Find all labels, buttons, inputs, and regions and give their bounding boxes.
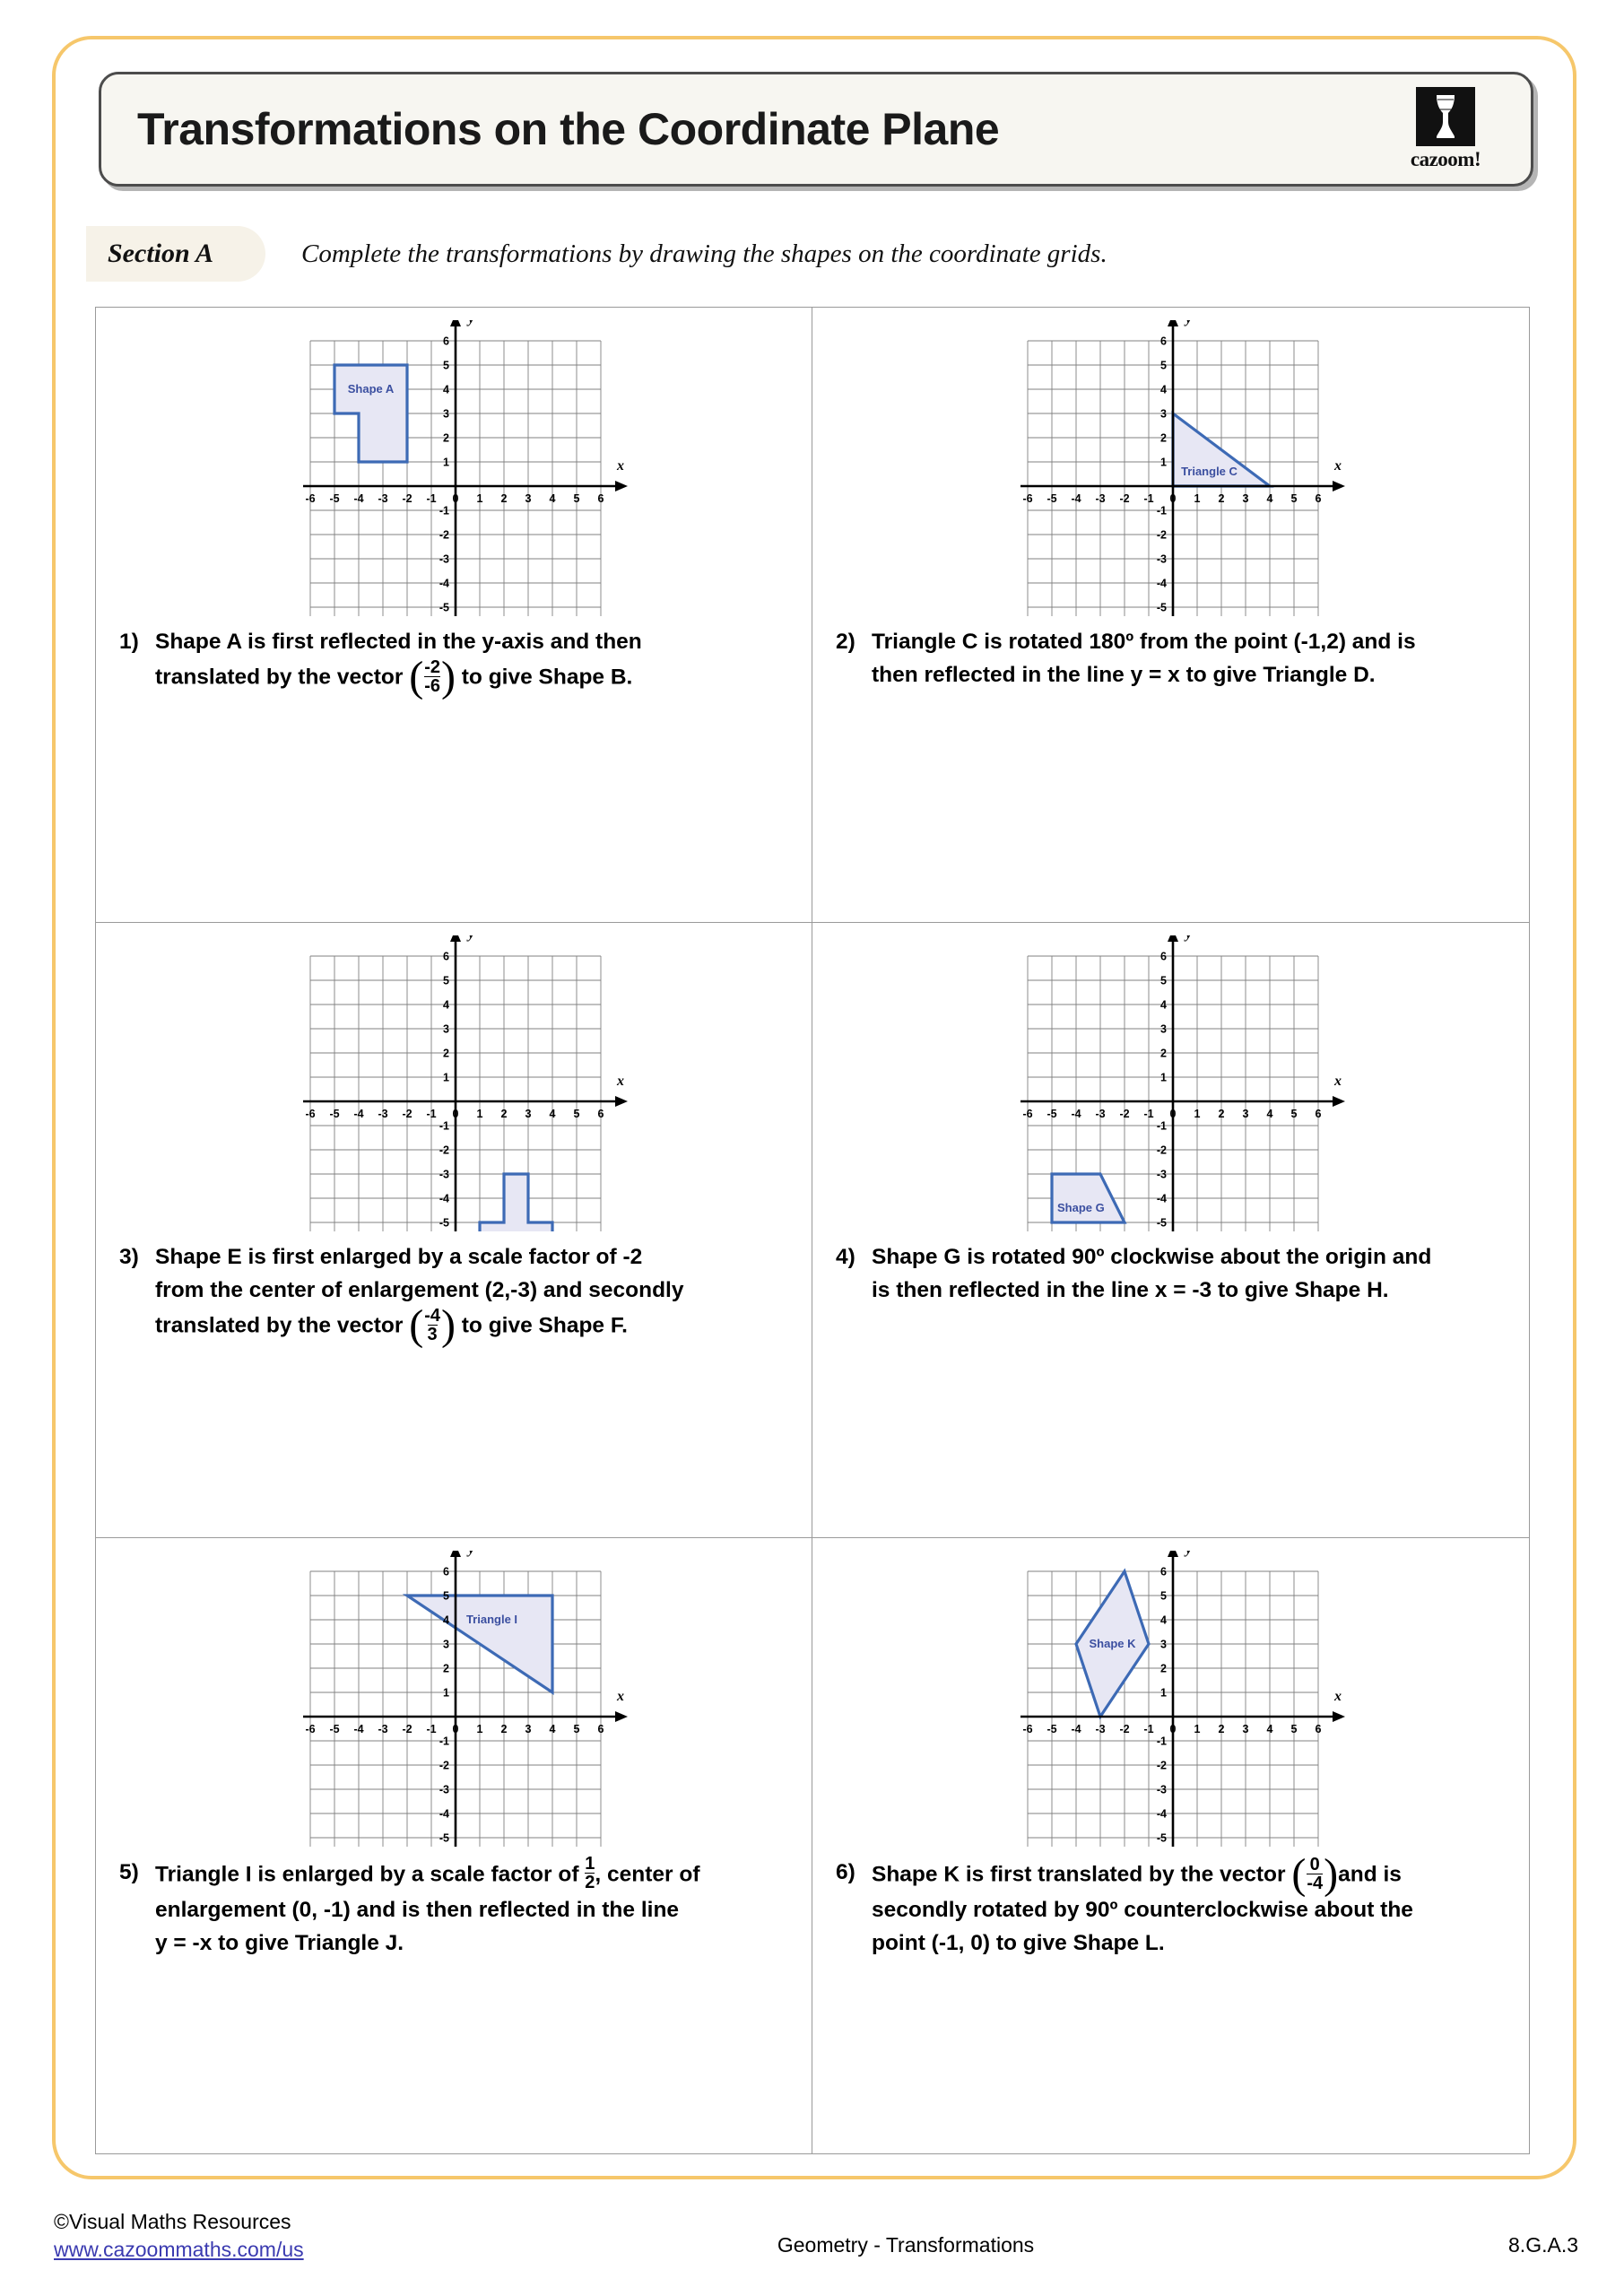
x-tick-label: -1 bbox=[1142, 1108, 1154, 1120]
q3-line2: from the center of enlargement (2,-3) and secondly bbox=[155, 1277, 684, 1302]
x-tick-label: 2 bbox=[1218, 1108, 1224, 1120]
y-tick-label: 3 bbox=[1159, 1022, 1167, 1036]
question-text-2 bbox=[812, 621, 1529, 692]
y-tick-label: 2 bbox=[1159, 1662, 1167, 1675]
x-tick-label: -5 bbox=[329, 1723, 340, 1735]
y-tick-label: 4 bbox=[1159, 998, 1167, 1012]
q6-vector: ( 0 -4 ) bbox=[1291, 1850, 1339, 1899]
coordinate-grid-6[interactable] bbox=[947, 1551, 1395, 1851]
y-tick-label: -1 bbox=[1156, 504, 1167, 517]
q4-line2: is then reflected in the line x = -3 to give Shape H. bbox=[872, 1277, 1389, 1302]
y-tick-label: -3 bbox=[439, 552, 449, 566]
q3-line3-a: translated by the vector bbox=[155, 1312, 410, 1337]
x-tick-label: -3 bbox=[378, 492, 388, 505]
y-tick-label: 1 bbox=[443, 1071, 449, 1084]
y-tick-label: -5 bbox=[439, 1831, 449, 1845]
x-tick-label: 4 bbox=[1266, 492, 1272, 505]
q6-line1-a: Shape K is first translated by the vector bbox=[872, 1862, 1292, 1887]
x-tick-label: 1 bbox=[476, 1723, 483, 1735]
x-tick-label: 3 bbox=[1242, 1108, 1248, 1120]
x-tick-label: -4 bbox=[353, 492, 364, 505]
x-tick-label: 3 bbox=[525, 1723, 532, 1735]
shape-polygon-shape-a bbox=[334, 365, 407, 462]
x-tick-label: -3 bbox=[1094, 1723, 1106, 1735]
shape-polygon-shape-e bbox=[480, 1174, 552, 1231]
question-cell-5 bbox=[96, 1538, 812, 2153]
y-tick-label: -4 bbox=[439, 1807, 449, 1821]
coordinate-grid-2[interactable] bbox=[947, 320, 1395, 621]
question-text-1 bbox=[96, 621, 812, 700]
x-tick-label: -5 bbox=[329, 492, 340, 505]
q3-line1: Shape E is first enlarged by a scale factor of -2 bbox=[155, 1245, 643, 1269]
x-tick-label: 3 bbox=[525, 1108, 532, 1120]
question-text-6 bbox=[812, 1851, 1529, 1960]
q3-line3-b: to give Shape F. bbox=[455, 1312, 628, 1337]
y-tick-label: 3 bbox=[443, 407, 449, 421]
y-tick-label: -2 bbox=[1156, 1759, 1167, 1772]
x-tick-label: -4 bbox=[1070, 492, 1081, 505]
y-axis-label bbox=[466, 1551, 475, 1557]
y-tick-label: -4 bbox=[1156, 1192, 1167, 1205]
y-tick-label: 2 bbox=[1159, 1047, 1167, 1060]
x-tick-label: -6 bbox=[1021, 492, 1033, 505]
x-tick-label: -4 bbox=[1070, 1108, 1081, 1120]
y-tick-label: -1 bbox=[439, 504, 449, 517]
y-tick-label: 1 bbox=[443, 456, 449, 469]
page-title: Transformations on the Coordinate Plane bbox=[137, 104, 1000, 154]
x-tick-label: -3 bbox=[378, 1723, 388, 1735]
q1-line2-a: translated by the vector bbox=[155, 665, 410, 690]
page-footer bbox=[54, 2208, 1578, 2264]
y-axis-arrow bbox=[450, 935, 461, 942]
grid-4 bbox=[947, 935, 1395, 1231]
y-axis-arrow bbox=[450, 320, 461, 326]
x-tick-label: -3 bbox=[1094, 492, 1106, 505]
shape-label bbox=[493, 1230, 540, 1231]
y-tick-label: 2 bbox=[443, 1047, 449, 1060]
y-tick-label: -5 bbox=[1156, 1831, 1167, 1845]
x-tick-label: 0 bbox=[1169, 1723, 1176, 1735]
x-axis-arrow bbox=[615, 481, 628, 491]
x-tick-label: -4 bbox=[353, 1723, 364, 1735]
y-tick-label: -3 bbox=[439, 1783, 449, 1796]
x-tick-label: 1 bbox=[1194, 492, 1200, 505]
x-tick-label: 6 bbox=[597, 1108, 604, 1120]
y-tick-label: 2 bbox=[443, 431, 449, 445]
y-axis-label bbox=[1184, 320, 1193, 326]
q2-line1: Triangle C is rotated 180º from the point (-1,2) and is bbox=[872, 630, 1416, 654]
y-tick-label: -1 bbox=[439, 1735, 449, 1748]
x-tick-label: 1 bbox=[476, 492, 483, 505]
footer-left bbox=[54, 2208, 502, 2264]
x-tick-label: -3 bbox=[1094, 1108, 1106, 1120]
grid-6 bbox=[947, 1551, 1395, 1847]
x-tick-label: 4 bbox=[1266, 1108, 1272, 1120]
shape-label: Triangle I bbox=[465, 1613, 518, 1626]
y-tick-label: -2 bbox=[1156, 528, 1167, 542]
coordinate-grid-1[interactable] bbox=[230, 320, 678, 621]
q6-line2: secondly rotated by 90º counterclockwise about the bbox=[872, 1897, 1413, 1922]
y-tick-label: -5 bbox=[1156, 601, 1167, 614]
section-pill bbox=[86, 226, 265, 282]
question-cell-4 bbox=[812, 923, 1529, 1538]
x-tick-label: -4 bbox=[1070, 1723, 1081, 1735]
shape-label: Triangle C bbox=[1180, 464, 1238, 478]
x-tick-label: 2 bbox=[1218, 492, 1224, 505]
x-tick-label: 0 bbox=[1169, 1108, 1176, 1120]
y-tick-label: 6 bbox=[443, 1565, 449, 1578]
y-tick-label: 2 bbox=[1159, 431, 1167, 445]
x-tick-label: -3 bbox=[378, 1108, 388, 1120]
question-cell-6 bbox=[812, 1538, 1529, 2153]
y-tick-label: 6 bbox=[443, 335, 449, 348]
y-tick-label: 1 bbox=[1159, 1071, 1167, 1084]
x-tick-label: 5 bbox=[1290, 1108, 1297, 1120]
y-tick-label: -1 bbox=[439, 1119, 449, 1133]
question-number-5: 5) bbox=[119, 1860, 139, 1884]
x-tick-label: 4 bbox=[549, 1108, 556, 1120]
y-tick-label: 5 bbox=[443, 974, 449, 987]
y-tick-label: 6 bbox=[1159, 950, 1167, 963]
q5-fraction-bottom: 2 bbox=[585, 1873, 595, 1893]
y-tick-label: 5 bbox=[443, 359, 449, 372]
question-number-2: 2) bbox=[836, 630, 855, 654]
questions-table bbox=[95, 307, 1530, 2154]
y-tick-label: -1 bbox=[1156, 1119, 1167, 1133]
x-tick-label: 0 bbox=[452, 1723, 459, 1735]
y-axis-label bbox=[466, 935, 475, 942]
x-tick-label: -2 bbox=[1118, 1108, 1130, 1120]
x-tick-label: -1 bbox=[426, 1723, 437, 1735]
y-tick-label: -4 bbox=[439, 1192, 449, 1205]
x-tick-label: 6 bbox=[1315, 1108, 1321, 1120]
y-tick-label: 4 bbox=[1159, 383, 1167, 396]
x-tick-label: 5 bbox=[1290, 492, 1297, 505]
title-bar bbox=[99, 72, 1533, 187]
y-tick-label: 5 bbox=[1159, 1589, 1167, 1603]
x-axis-label: x bbox=[1333, 1689, 1342, 1704]
x-tick-label: 4 bbox=[1266, 1723, 1272, 1735]
x-tick-label: -6 bbox=[305, 492, 316, 505]
x-tick-label: -6 bbox=[1021, 1723, 1033, 1735]
y-tick-label: 6 bbox=[443, 950, 449, 963]
x-tick-label: 6 bbox=[597, 1723, 604, 1735]
y-tick-label: -1 bbox=[1156, 1735, 1167, 1748]
y-tick-label: 1 bbox=[443, 1686, 449, 1700]
y-tick-label: -3 bbox=[439, 1168, 449, 1181]
x-tick-label: 3 bbox=[1242, 1723, 1248, 1735]
x-axis-arrow bbox=[1333, 481, 1345, 491]
chalice-icon bbox=[1416, 87, 1475, 146]
x-tick-label: 3 bbox=[1242, 492, 1248, 505]
y-tick-label: 2 bbox=[443, 1662, 449, 1675]
x-tick-label: 6 bbox=[597, 492, 604, 505]
q5-line1-b: , center of bbox=[595, 1862, 700, 1887]
q2-line2: then reflected in the line y = x to give Triangle D. bbox=[872, 662, 1376, 687]
y-tick-label: -2 bbox=[439, 1759, 449, 1772]
y-tick-label: 6 bbox=[1159, 1565, 1167, 1578]
q1-vector-bottom: -6 bbox=[424, 676, 440, 697]
q1-line1: Shape A is first reflected in the y-axis and then bbox=[155, 630, 642, 654]
y-axis-label bbox=[466, 320, 475, 326]
x-tick-label: 2 bbox=[1218, 1723, 1224, 1735]
grid-5 bbox=[230, 1551, 678, 1847]
x-axis-label: x bbox=[617, 1689, 624, 1704]
x-tick-label: -6 bbox=[1021, 1108, 1033, 1120]
x-tick-label: -5 bbox=[329, 1108, 340, 1120]
x-tick-label: 5 bbox=[573, 1108, 580, 1120]
x-axis-label: x bbox=[1333, 1074, 1342, 1089]
shape-label: Shape K bbox=[1088, 1637, 1136, 1650]
y-tick-label: -4 bbox=[1156, 577, 1167, 590]
y-tick-label: 3 bbox=[1159, 407, 1167, 421]
y-tick-label: -2 bbox=[1156, 1144, 1167, 1157]
y-tick-label: 5 bbox=[1159, 974, 1167, 987]
x-tick-label: -5 bbox=[1046, 492, 1057, 505]
q6-line1-b: and is bbox=[1338, 1862, 1402, 1887]
x-tick-label: -5 bbox=[1046, 1108, 1057, 1120]
shape-polygon-shape-g bbox=[1052, 1174, 1125, 1222]
x-axis-label: x bbox=[617, 458, 624, 474]
question-number-4: 4) bbox=[836, 1245, 855, 1269]
x-tick-label: -1 bbox=[1142, 492, 1154, 505]
q6-line3: point (-1, 0) to give Shape L. bbox=[872, 1930, 1165, 1955]
y-axis-label bbox=[1184, 935, 1193, 942]
y-tick-label: -4 bbox=[439, 577, 449, 590]
y-axis-arrow bbox=[1168, 935, 1178, 942]
x-tick-label: 5 bbox=[1290, 1723, 1297, 1735]
y-axis-label bbox=[1184, 1551, 1193, 1557]
coordinate-grid-4[interactable] bbox=[947, 935, 1395, 1236]
x-tick-label: -2 bbox=[402, 1108, 413, 1120]
footer-standard: 8.G.A.3 bbox=[1508, 2233, 1578, 2257]
section-label: Section A bbox=[108, 239, 214, 268]
q1-vector: ( -2 -6 ) bbox=[409, 652, 456, 700]
y-tick-label: 1 bbox=[1159, 1686, 1167, 1700]
q5-fraction bbox=[585, 1855, 595, 1892]
x-tick-label: -1 bbox=[426, 1108, 437, 1120]
shape-label: Shape A bbox=[347, 382, 395, 396]
x-tick-label: -5 bbox=[1046, 1723, 1057, 1735]
q5-line3: y = -x to give Triangle J. bbox=[155, 1930, 404, 1955]
x-axis-label: x bbox=[617, 1074, 624, 1089]
website-link[interactable]: www.cazoommaths.com/us bbox=[54, 2238, 304, 2262]
x-tick-label: 4 bbox=[549, 1723, 556, 1735]
question-cell-3 bbox=[96, 923, 812, 1538]
x-tick-label: 0 bbox=[452, 492, 459, 505]
x-tick-label: -4 bbox=[353, 1108, 364, 1120]
question-number-6: 6) bbox=[836, 1860, 855, 1884]
x-tick-label: -2 bbox=[1118, 1723, 1130, 1735]
x-tick-label: 1 bbox=[1194, 1723, 1200, 1735]
grid-1 bbox=[230, 320, 678, 616]
x-tick-label: 4 bbox=[549, 492, 556, 505]
y-axis-arrow bbox=[1168, 320, 1178, 326]
q3-vector: ( -4 3 ) bbox=[409, 1300, 456, 1349]
question-number-1: 1) bbox=[119, 630, 139, 654]
coordinate-grid-5[interactable] bbox=[230, 1551, 678, 1851]
x-tick-label: 5 bbox=[573, 492, 580, 505]
y-tick-label: -5 bbox=[1156, 1216, 1167, 1230]
shape-label: Shape G bbox=[1056, 1200, 1105, 1214]
question-text-5 bbox=[96, 1851, 812, 1960]
copyright-text: ©Visual Maths Resources bbox=[54, 2210, 291, 2233]
question-cell-2 bbox=[812, 308, 1529, 923]
x-tick-label: -1 bbox=[1142, 1723, 1154, 1735]
y-tick-label: 3 bbox=[1159, 1638, 1167, 1651]
x-tick-label: -2 bbox=[1118, 492, 1130, 505]
q3-vector-top: -4 bbox=[424, 1305, 440, 1326]
y-tick-label: -3 bbox=[1156, 1168, 1167, 1181]
x-axis-label: x bbox=[1333, 458, 1342, 474]
question-cell-1 bbox=[96, 308, 812, 923]
x-tick-label: 2 bbox=[500, 1723, 508, 1735]
x-axis-arrow bbox=[1333, 1711, 1345, 1722]
y-tick-label: 4 bbox=[1159, 1613, 1167, 1627]
y-tick-label: -5 bbox=[439, 1216, 449, 1230]
y-tick-label: -3 bbox=[1156, 1783, 1167, 1796]
q1-line2-b: to give Shape B. bbox=[455, 665, 633, 690]
question-text-4 bbox=[812, 1236, 1529, 1308]
y-tick-label: 4 bbox=[443, 1613, 449, 1627]
coordinate-grid-3[interactable] bbox=[230, 935, 678, 1236]
y-tick-label: -5 bbox=[439, 601, 449, 614]
x-tick-label: -2 bbox=[402, 492, 413, 505]
x-tick-label: 0 bbox=[452, 1108, 459, 1120]
y-tick-label: 3 bbox=[443, 1022, 449, 1036]
q1-vector-top: -2 bbox=[424, 657, 440, 677]
y-axis-arrow bbox=[1168, 1551, 1178, 1557]
y-axis-arrow bbox=[450, 1551, 461, 1557]
y-tick-label: 5 bbox=[1159, 359, 1167, 372]
y-tick-label: -4 bbox=[1156, 1807, 1167, 1821]
q4-line1: Shape G is rotated 90º clockwise about the origin and bbox=[872, 1245, 1432, 1269]
y-tick-label: 3 bbox=[443, 1638, 449, 1651]
x-axis-arrow bbox=[615, 1711, 628, 1722]
logo-wordmark: cazoom! bbox=[1410, 148, 1481, 170]
x-tick-label: -2 bbox=[402, 1723, 413, 1735]
x-tick-label: -1 bbox=[426, 492, 437, 505]
q6-vector-top: 0 bbox=[1309, 1855, 1320, 1874]
grid-3 bbox=[230, 935, 678, 1231]
x-tick-label: 1 bbox=[1194, 1108, 1200, 1120]
y-tick-label: -2 bbox=[439, 1144, 449, 1157]
y-tick-label: 6 bbox=[1159, 335, 1167, 348]
grid-2 bbox=[947, 320, 1395, 616]
q5-line2: enlargement (0, -1) and is then reflected in the line bbox=[155, 1897, 680, 1922]
x-tick-label: 3 bbox=[525, 492, 532, 505]
x-tick-label: 0 bbox=[1169, 492, 1176, 505]
x-tick-label: 1 bbox=[476, 1108, 483, 1120]
y-tick-label: 1 bbox=[1159, 456, 1167, 469]
x-tick-label: -6 bbox=[305, 1108, 316, 1120]
q5-fraction-top: 1 bbox=[585, 1854, 595, 1874]
question-number-3: 3) bbox=[119, 1245, 139, 1269]
q5-line1-a: Triangle I is enlarged by a scale factor of bbox=[155, 1862, 586, 1887]
y-tick-label: 5 bbox=[443, 1589, 449, 1603]
y-tick-label: 4 bbox=[443, 383, 449, 396]
x-tick-label: 5 bbox=[573, 1723, 580, 1735]
footer-topic: Geometry - Transformations bbox=[777, 2233, 1035, 2257]
q6-vector-bottom: -4 bbox=[1307, 1874, 1324, 1894]
section-instruction: Complete the transformations by drawing the shapes on the coordinate grids. bbox=[301, 239, 1107, 268]
x-tick-label: 2 bbox=[500, 1108, 508, 1120]
x-tick-label: -6 bbox=[305, 1723, 316, 1735]
question-text-3 bbox=[96, 1236, 812, 1349]
y-tick-label: -2 bbox=[439, 528, 449, 542]
y-tick-label: 4 bbox=[443, 998, 449, 1012]
q3-vector-bottom: 3 bbox=[427, 1324, 438, 1344]
x-tick-label: 6 bbox=[1315, 492, 1321, 505]
section-header bbox=[86, 226, 1548, 282]
x-tick-label: 6 bbox=[1315, 1723, 1321, 1735]
x-axis-arrow bbox=[1333, 1096, 1345, 1107]
y-tick-label: -3 bbox=[1156, 552, 1167, 566]
x-tick-label: 2 bbox=[500, 492, 508, 505]
x-axis-arrow bbox=[615, 1096, 628, 1107]
cazoom-logo bbox=[1387, 80, 1504, 178]
